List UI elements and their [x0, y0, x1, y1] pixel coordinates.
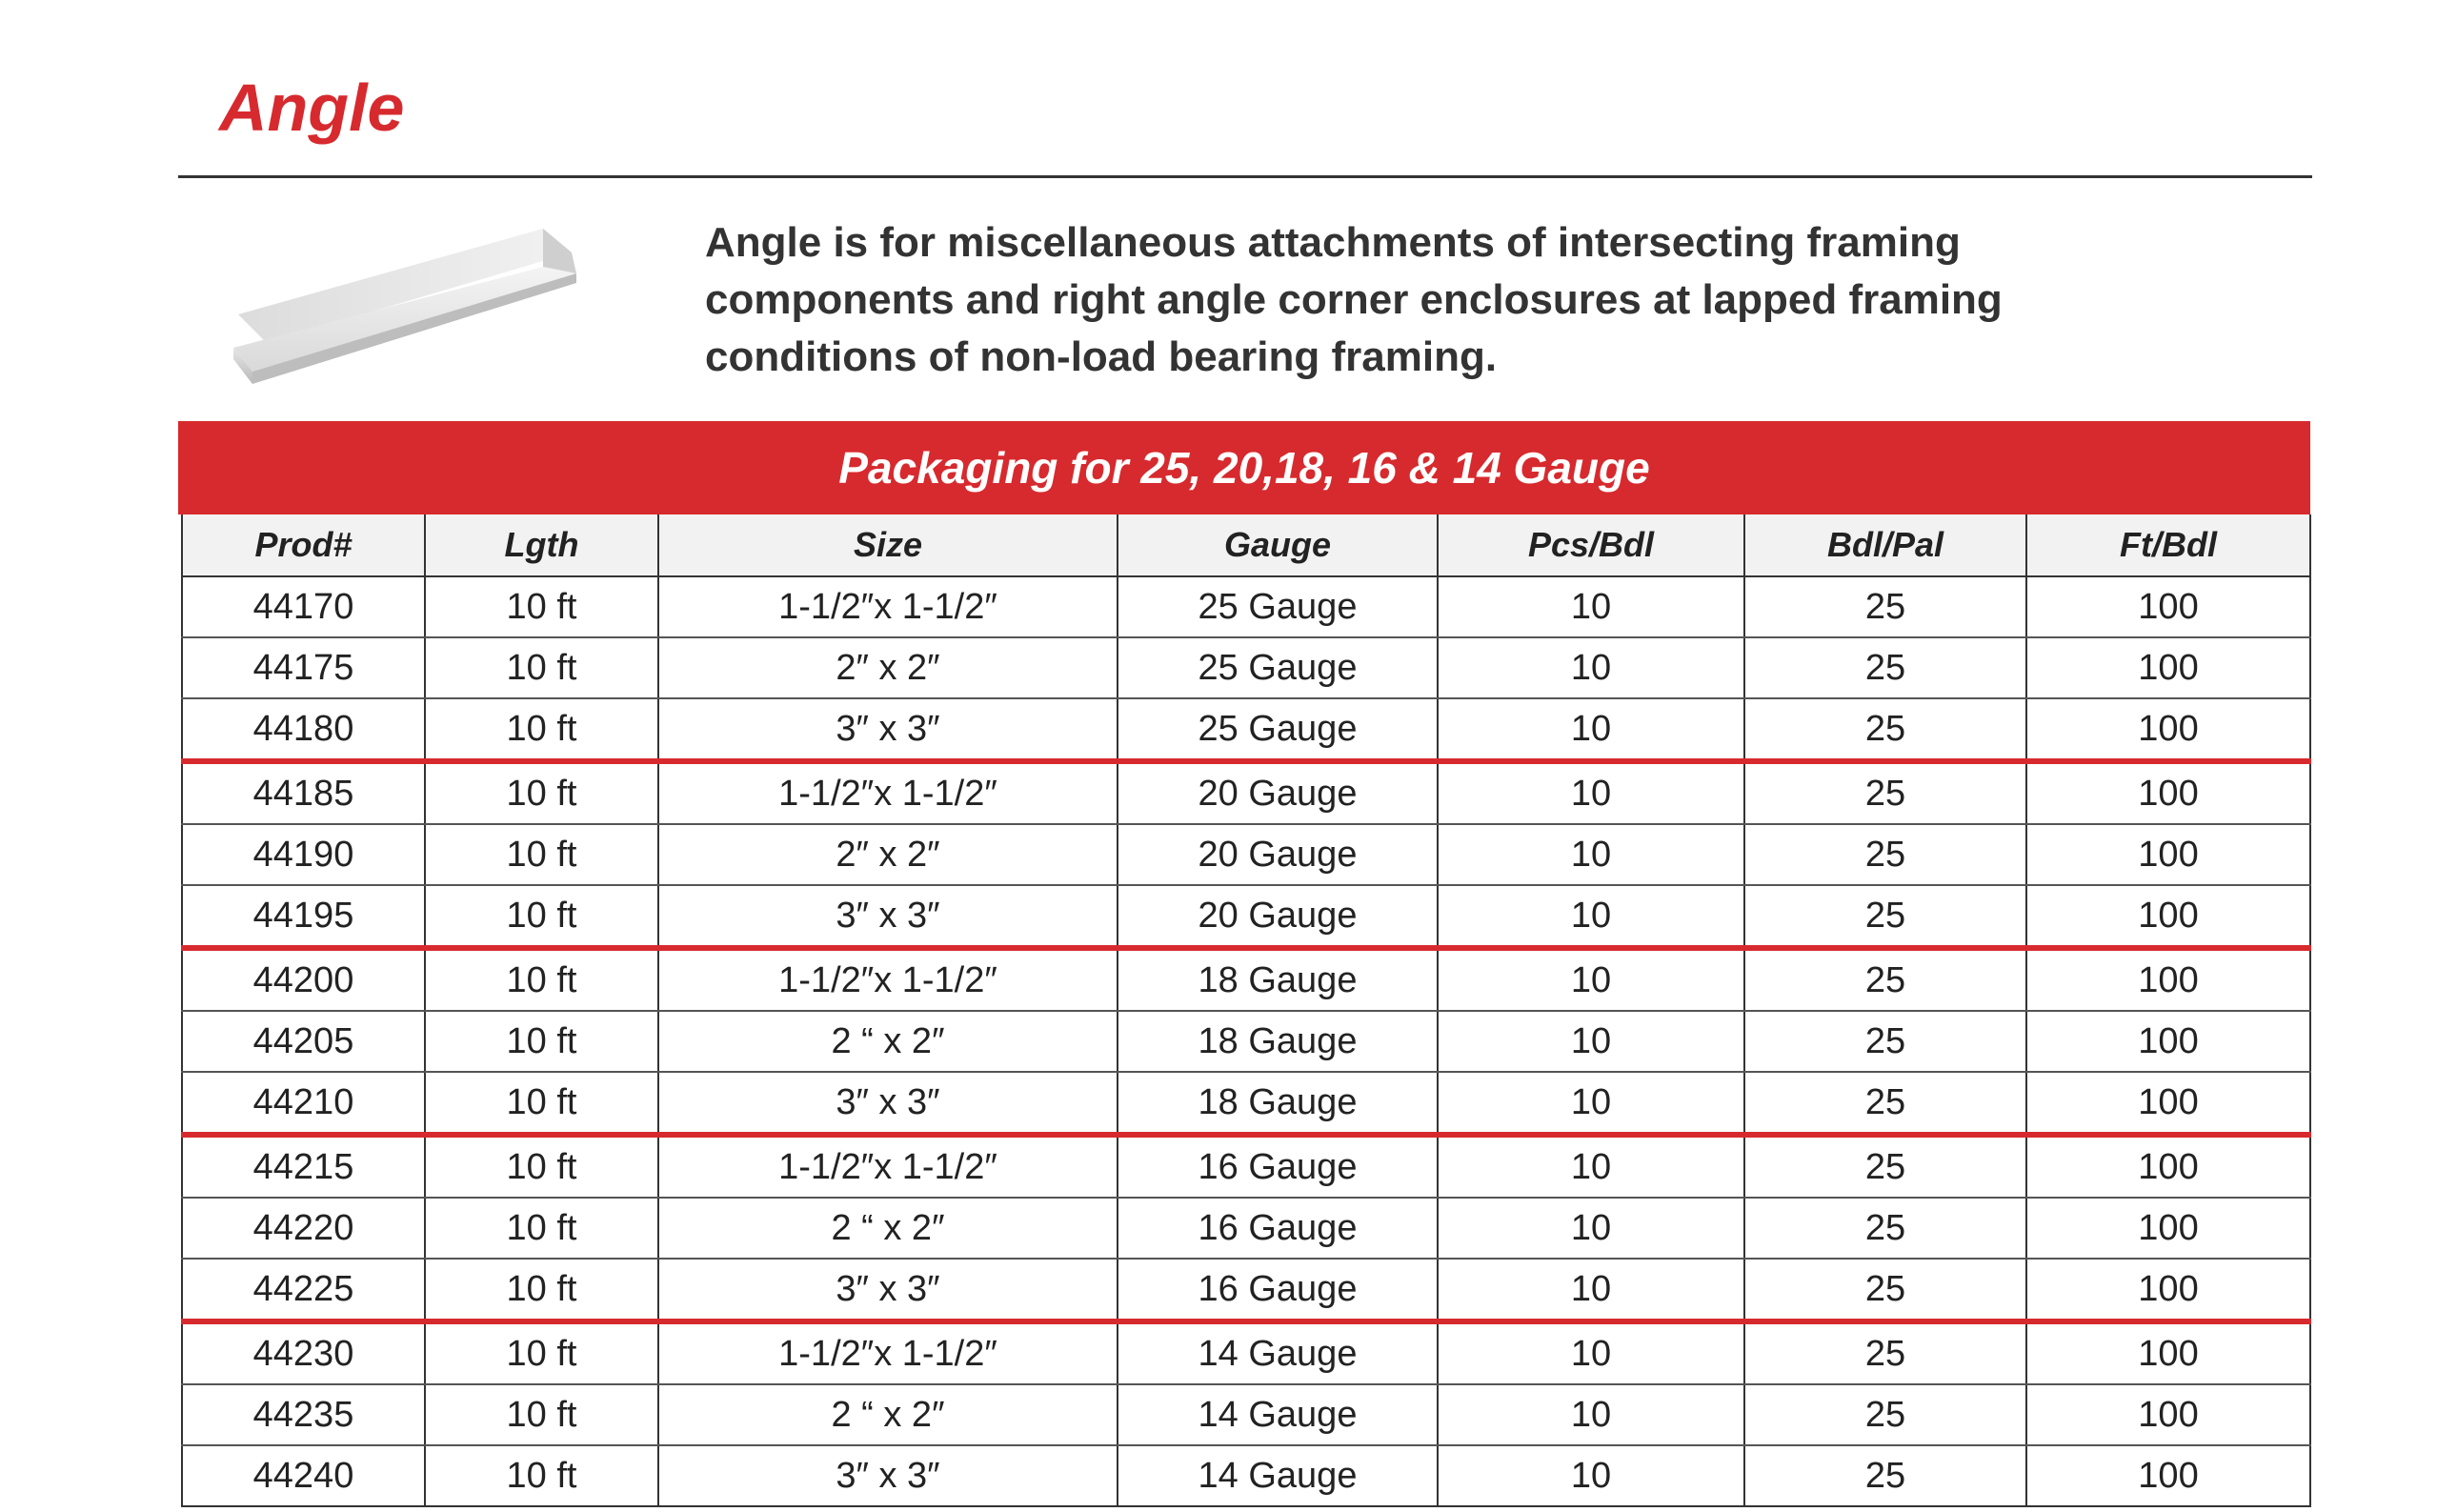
table-cell: 14 Gauge: [1118, 1321, 1438, 1384]
table-cell: 16 Gauge: [1118, 1259, 1438, 1321]
table-cell: 10: [1438, 761, 1744, 824]
table-cell: 25: [1744, 1135, 2026, 1198]
table-cell: 2 “ x 2″: [658, 1384, 1118, 1445]
table-row: [182, 1198, 2310, 1259]
table-cell: 10 ft: [425, 824, 658, 885]
table-cell: 14 Gauge: [1118, 1445, 1438, 1506]
table-cell: 25: [1744, 1321, 2026, 1384]
table-cell: 25: [1744, 698, 2026, 761]
table-cell: 16 Gauge: [1118, 1135, 1438, 1198]
table-cell: 10: [1438, 1072, 1744, 1135]
column-header: Ft/Bdl: [2026, 514, 2310, 576]
table-cell: 25: [1744, 761, 2026, 824]
table-cell: 44215: [182, 1135, 425, 1198]
table-cell: 10 ft: [425, 1384, 658, 1445]
table-cell: 10: [1438, 824, 1744, 885]
table-cell: 25 Gauge: [1118, 576, 1438, 637]
table-cell: 100: [2026, 948, 2310, 1011]
table-cell: 2 “ x 2″: [658, 1011, 1118, 1072]
table-banner: Packaging for 25, 20,18, 16 & 14 Gauge: [178, 421, 2310, 514]
column-header: Size: [658, 514, 1118, 576]
table-cell: 100: [2026, 824, 2310, 885]
table-row: [182, 1135, 2310, 1198]
table-cell: 25: [1744, 824, 2026, 885]
table-row: [182, 761, 2310, 824]
column-header: Gauge: [1118, 514, 1438, 576]
table-cell: 100: [2026, 1011, 2310, 1072]
table-cell: 2″ x 2″: [658, 637, 1118, 698]
table-cell: 10: [1438, 1321, 1744, 1384]
table-cell: 20 Gauge: [1118, 885, 1438, 948]
table-row: [182, 1321, 2310, 1384]
packaging-table: [181, 514, 2311, 1507]
table-cell: 100: [2026, 1198, 2310, 1259]
table-cell: 100: [2026, 1445, 2310, 1506]
table-cell: 44240: [182, 1445, 425, 1506]
table-cell: 10: [1438, 1011, 1744, 1072]
table-cell: 44210: [182, 1072, 425, 1135]
table-cell: 25: [1744, 885, 2026, 948]
table-cell: 44205: [182, 1011, 425, 1072]
table-cell: 100: [2026, 1321, 2310, 1384]
table-cell: 100: [2026, 698, 2310, 761]
column-header: Pcs/Bdl: [1438, 514, 1744, 576]
table-cell: 10 ft: [425, 1072, 658, 1135]
column-header: Lgth: [425, 514, 658, 576]
table-cell: 100: [2026, 885, 2310, 948]
table-cell: 25 Gauge: [1118, 637, 1438, 698]
table-cell: 100: [2026, 761, 2310, 824]
table-cell: 1-1/2″x 1-1/2″: [658, 761, 1118, 824]
table-cell: 20 Gauge: [1118, 824, 1438, 885]
table-cell: 1-1/2″x 1-1/2″: [658, 576, 1118, 637]
table-cell: 1-1/2″x 1-1/2″: [658, 1135, 1118, 1198]
table-cell: 25: [1744, 1445, 2026, 1506]
table-cell: 100: [2026, 1072, 2310, 1135]
table-cell: 10 ft: [425, 1011, 658, 1072]
table-cell: 10 ft: [425, 885, 658, 948]
table-cell: 3″ x 3″: [658, 698, 1118, 761]
table-cell: 44175: [182, 637, 425, 698]
table-cell: 44220: [182, 1198, 425, 1259]
table-cell: 100: [2026, 1135, 2310, 1198]
table-cell: 10 ft: [425, 1445, 658, 1506]
table-header-row: [182, 514, 2310, 576]
table-cell: 3″ x 3″: [658, 1259, 1118, 1321]
table-cell: 10: [1438, 1445, 1744, 1506]
table-row: [182, 1259, 2310, 1321]
table-cell: 10 ft: [425, 1321, 658, 1384]
table-row: [182, 1072, 2310, 1135]
table-cell: 10 ft: [425, 761, 658, 824]
table-cell: 25: [1744, 1384, 2026, 1445]
table-cell: 25 Gauge: [1118, 698, 1438, 761]
title-divider: [178, 175, 2312, 178]
table-cell: 10 ft: [425, 576, 658, 637]
table-cell: 10: [1438, 576, 1744, 637]
table-cell: 44195: [182, 885, 425, 948]
table-cell: 44185: [182, 761, 425, 824]
table-cell: 10 ft: [425, 637, 658, 698]
table-cell: 44170: [182, 576, 425, 637]
table-cell: 44200: [182, 948, 425, 1011]
table-cell: 10: [1438, 637, 1744, 698]
table-cell: 25: [1744, 1011, 2026, 1072]
table-row: [182, 1445, 2310, 1506]
table-cell: 20 Gauge: [1118, 761, 1438, 824]
table-cell: 25: [1744, 1072, 2026, 1135]
table-row: [182, 1384, 2310, 1445]
table-cell: 10: [1438, 1384, 1744, 1445]
page-title: Angle: [219, 71, 405, 145]
table-cell: 10 ft: [425, 1135, 658, 1198]
table-row: [182, 637, 2310, 698]
table-cell: 44180: [182, 698, 425, 761]
table-cell: 25: [1744, 1259, 2026, 1321]
table-cell: 100: [2026, 1384, 2310, 1445]
table-cell: 10: [1438, 1259, 1744, 1321]
table-cell: 14 Gauge: [1118, 1384, 1438, 1445]
table-cell: 44235: [182, 1384, 425, 1445]
table-cell: 10: [1438, 948, 1744, 1011]
table-row: [182, 824, 2310, 885]
table-cell: 44230: [182, 1321, 425, 1384]
table-cell: 10 ft: [425, 948, 658, 1011]
table-cell: 10 ft: [425, 1198, 658, 1259]
table-cell: 2 “ x 2″: [658, 1198, 1118, 1259]
table-row: [182, 698, 2310, 761]
column-header: Prod#: [182, 514, 425, 576]
table-cell: 44190: [182, 824, 425, 885]
table-cell: 44225: [182, 1259, 425, 1321]
table-row: [182, 948, 2310, 1011]
table-cell: 10: [1438, 1198, 1744, 1259]
table-cell: 3″ x 3″: [658, 1445, 1118, 1506]
table-cell: 10: [1438, 885, 1744, 948]
table-row: [182, 576, 2310, 637]
table-cell: 18 Gauge: [1118, 1072, 1438, 1135]
table-cell: 100: [2026, 576, 2310, 637]
table-cell: 100: [2026, 637, 2310, 698]
table-cell: 1-1/2″x 1-1/2″: [658, 1321, 1118, 1384]
table-cell: 100: [2026, 1259, 2310, 1321]
table-cell: 2″ x 2″: [658, 824, 1118, 885]
table-cell: 1-1/2″x 1-1/2″: [658, 948, 1118, 1011]
table-cell: 25: [1744, 948, 2026, 1011]
table-row: [182, 1011, 2310, 1072]
table-cell: 18 Gauge: [1118, 948, 1438, 1011]
table-cell: 16 Gauge: [1118, 1198, 1438, 1259]
table-cell: 3″ x 3″: [658, 1072, 1118, 1135]
table-cell: 3″ x 3″: [658, 885, 1118, 948]
angle-profile-image: [214, 214, 595, 391]
table-cell: 10 ft: [425, 1259, 658, 1321]
table-cell: 10: [1438, 1135, 1744, 1198]
table-cell: 10 ft: [425, 698, 658, 761]
table-cell: 25: [1744, 1198, 2026, 1259]
table-cell: 25: [1744, 637, 2026, 698]
table-cell: 18 Gauge: [1118, 1011, 1438, 1072]
table-cell: 10: [1438, 698, 1744, 761]
table-row: [182, 885, 2310, 948]
product-description: Angle is for miscellaneous attachments of intersecting framing components and right angle corner enclosures at lapped framing conditions of non-load bearing framing.: [705, 219, 2003, 380]
column-header: Bdl/Pal: [1744, 514, 2026, 576]
table-cell: 25: [1744, 576, 2026, 637]
